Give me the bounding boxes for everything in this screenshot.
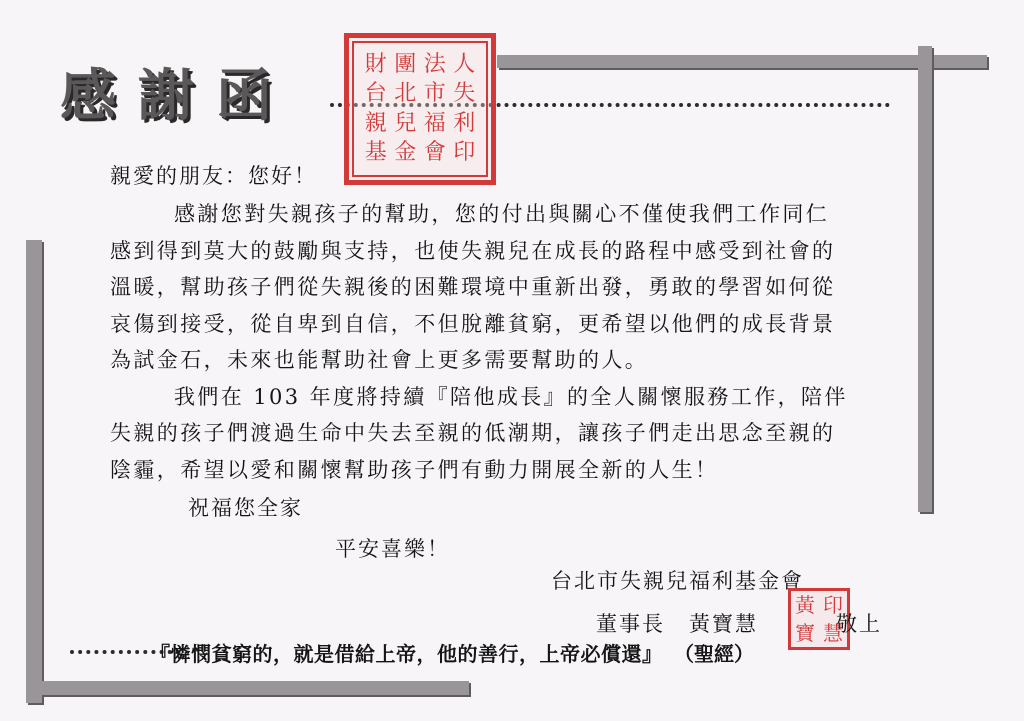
- greeting: 親愛的朋友：您好！: [110, 164, 317, 188]
- seal-char: 法: [423, 51, 446, 77]
- body-line: 感到得到莫大的鼓勵與支持，也使失親兒在成長的路程中感受到社會的: [110, 238, 836, 263]
- seal-char: 金: [394, 140, 417, 166]
- foundation-seal: [344, 33, 496, 185]
- seal-char: 台: [364, 81, 387, 107]
- quote-source: （聖經）: [674, 642, 754, 666]
- seal-char: 利: [453, 110, 476, 136]
- body-line: 陰霾，希望以愛和關懷幫助孩子們有動力開展全新的人生！: [110, 457, 719, 482]
- seal-char: 印: [453, 140, 476, 166]
- seal-char: 慧: [823, 621, 843, 645]
- body-line: 為試金石，未來也能幫助社會上更多需要幫助的人。: [110, 348, 649, 372]
- frame-bar-right: [918, 46, 932, 512]
- frame-bar-left: [26, 240, 42, 703]
- letter-title: 感謝函: [60, 64, 294, 129]
- seal-char: 印: [823, 593, 843, 617]
- body-line: 失親的孩子們渡過生命中失去至親的低潮期，讓孩子們走出思念至親的: [110, 421, 836, 445]
- chairperson-title: 董事長: [596, 612, 665, 636]
- body-line: 感謝您對失親孩子的幫助，您的付出與關心不僅使我們工作同仁: [174, 202, 830, 226]
- peace-wish: 平安喜樂！: [335, 537, 450, 561]
- seal-char: 基: [364, 140, 387, 166]
- frame-bar-bottom: [42, 681, 469, 695]
- frame-bar-top: [497, 55, 987, 68]
- seal-char: 黃: [795, 593, 815, 617]
- chairperson-name: 黃寶慧: [689, 612, 758, 636]
- blessing: 祝福您全家: [188, 496, 303, 520]
- letter-body: [110, 196, 848, 488]
- seal-char: 北: [394, 81, 417, 107]
- seal-char: 寶: [795, 621, 815, 645]
- seal-char: 市: [423, 81, 446, 107]
- seal-char: 親: [364, 110, 387, 136]
- bible-quote: 『憐憫貧窮的，就是借給上帝，他的善行，上帝必償還』: [150, 642, 663, 666]
- body-line: 我們在 103 年度將持續『陪他成長』的全人關懷服務工作，陪伴: [174, 384, 848, 409]
- seal-char: 人: [453, 51, 476, 77]
- seal-char: 會: [423, 140, 446, 166]
- foundation-seal-text: [361, 50, 479, 168]
- seal-char: 團: [394, 51, 417, 77]
- body-line: 哀傷到接受，從自卑到自信，不但脫離貧窮，更希望以他們的成長背景: [110, 311, 836, 336]
- body-line: 溫暖，幫助孩子們從失親後的困難環境中重新出發，勇敢的學習如何從: [110, 275, 836, 299]
- closing-respect: 敬上: [836, 612, 882, 636]
- seal-char: 兒: [394, 110, 417, 136]
- seal-char: 財: [364, 51, 387, 77]
- seal-char: 失: [453, 81, 476, 107]
- seal-char: 福: [423, 110, 446, 136]
- organization-name: 台北市失親兒福利基金會: [551, 569, 804, 593]
